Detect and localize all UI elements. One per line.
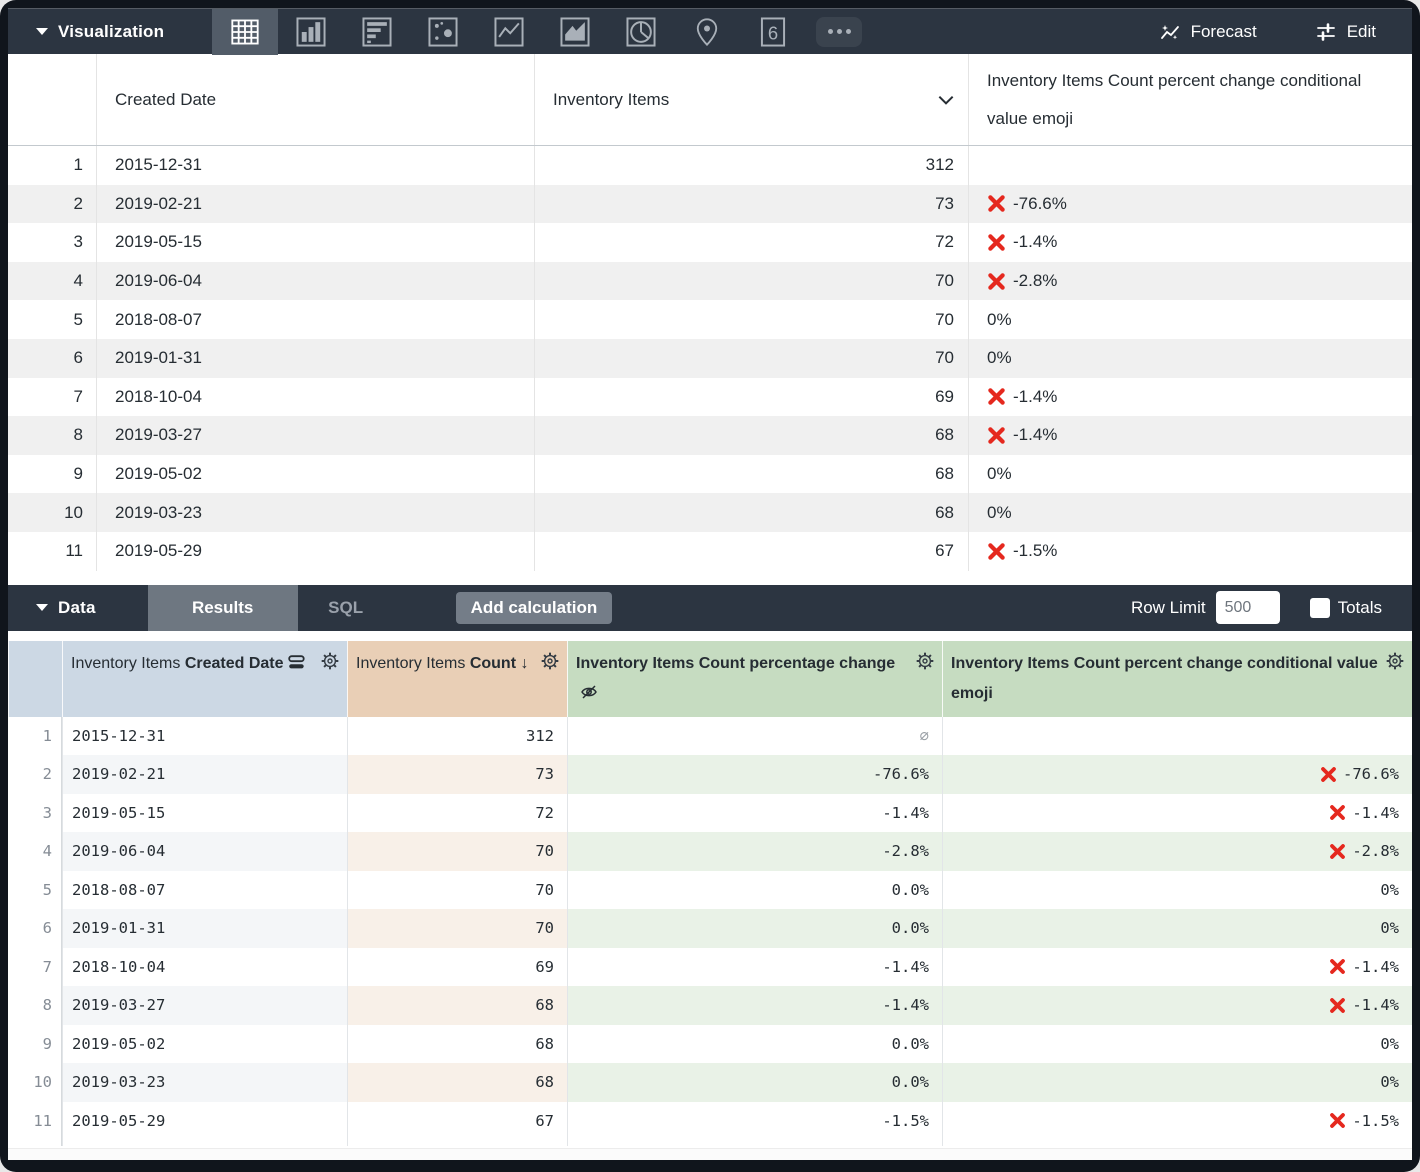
single-value-icon xyxy=(758,16,788,48)
row-number: 2 xyxy=(73,193,83,213)
emoji-cell[interactable]: 0% xyxy=(942,871,1412,910)
created-date-cell[interactable]: 2019-03-23 xyxy=(96,493,534,532)
chart-type-more[interactable] xyxy=(806,9,872,55)
red-x-icon xyxy=(987,194,1006,213)
table-row xyxy=(8,1025,1412,1064)
row-number: 6 xyxy=(8,909,62,948)
table-row xyxy=(8,416,1412,455)
row-number: 4 xyxy=(8,832,62,871)
emoji-cell[interactable]: -1.4% xyxy=(942,794,1412,833)
row-number: 8 xyxy=(8,986,62,1025)
percentage-change-cell[interactable] xyxy=(567,717,942,756)
chart-type-table[interactable] xyxy=(212,9,278,55)
row-number: 9 xyxy=(73,464,83,484)
created-date-cell[interactable]: 2019-06-04 xyxy=(62,832,347,871)
table-row xyxy=(8,909,1412,948)
table-row xyxy=(8,755,1412,794)
chart-type-scatter[interactable] xyxy=(410,9,476,55)
emoji-cell[interactable]: -1.4% xyxy=(942,986,1412,1025)
percentage-change-cell[interactable]: -1.4% xyxy=(567,794,942,833)
percentage-change-cell[interactable]: -1.4% xyxy=(567,948,942,987)
created-date-cell[interactable]: 2019-05-02 xyxy=(62,1025,347,1064)
table-row xyxy=(8,1102,1412,1141)
collapse-caret-icon xyxy=(36,604,48,611)
viz-rownum-header xyxy=(8,54,96,145)
percentage-change-cell[interactable]: -76.6% xyxy=(567,755,942,794)
map-pin-icon xyxy=(693,17,721,47)
viz-col-emoji[interactable]: Inventory Items Count percent change conditional value emoji xyxy=(968,54,1412,145)
gear-icon[interactable] xyxy=(1385,651,1405,682)
data-title: Data xyxy=(58,597,96,617)
percentage-change-cell[interactable]: -2.8% xyxy=(567,832,942,871)
inventory-items-count-cell[interactable]: 73 xyxy=(534,185,968,224)
created-date-cell[interactable]: 2015-12-31 xyxy=(96,146,534,185)
results-row-partial xyxy=(8,1140,1412,1146)
row-number: 10 xyxy=(8,1063,62,1102)
emoji-cell[interactable]: 0% xyxy=(968,455,1412,494)
tab-sql[interactable]: SQL xyxy=(328,597,364,617)
panel-gap xyxy=(8,571,1412,585)
percentage-change-cell[interactable]: 0.0% xyxy=(567,1063,942,1102)
created-date-cell[interactable]: 2019-05-29 xyxy=(62,1102,347,1141)
results-table xyxy=(8,641,1412,1147)
emoji-cell[interactable]: 0% xyxy=(942,1063,1412,1102)
emoji-cell[interactable]: -1.4% xyxy=(968,223,1412,262)
totals-label: Totals xyxy=(1337,597,1382,617)
row-number: 3 xyxy=(8,794,62,833)
emoji-cell[interactable]: -1.4% xyxy=(968,378,1412,417)
table-row xyxy=(8,948,1412,987)
table-row xyxy=(8,300,1412,339)
created-date-cell[interactable]: 2018-08-07 xyxy=(62,871,347,910)
tab-results[interactable]: Results xyxy=(148,585,298,631)
emoji-cell[interactable]: 0% xyxy=(968,493,1412,532)
red-x-icon xyxy=(1329,843,1346,860)
tune-edit-icon xyxy=(1315,21,1337,43)
percentage-change-cell[interactable]: 0.0% xyxy=(567,1025,942,1064)
eye-slash-icon xyxy=(580,684,598,700)
visualization-title: Visualization xyxy=(58,21,165,41)
emoji-cell[interactable]: -76.6% xyxy=(942,755,1412,794)
data-bar-right xyxy=(1131,591,1412,624)
percentage-change-cell[interactable]: -1.5% xyxy=(567,1102,942,1141)
red-x-icon xyxy=(987,387,1006,406)
row-number: 11 xyxy=(65,541,83,561)
inventory-items-count-cell[interactable]: 72 xyxy=(534,223,968,262)
red-x-icon xyxy=(987,233,1006,252)
panel-gap xyxy=(8,631,1412,641)
chart-type-pie[interactable] xyxy=(608,9,674,55)
line-chart-icon xyxy=(493,16,525,48)
count-cell[interactable]: 70 xyxy=(347,871,567,910)
row-number: 10 xyxy=(64,502,83,522)
inventory-items-count-cell[interactable]: 68 xyxy=(534,493,968,532)
chart-type-bar[interactable] xyxy=(344,9,410,55)
count-cell[interactable]: 68 xyxy=(347,1025,567,1064)
visualization-table xyxy=(8,54,1412,571)
emoji-cell[interactable]: 0% xyxy=(942,909,1412,948)
pie-chart-icon xyxy=(625,16,657,48)
results-col-count[interactable]: Inventory Items Count ↓ xyxy=(347,641,567,717)
chart-type-map[interactable] xyxy=(674,9,740,55)
count-cell[interactable]: 72 xyxy=(347,794,567,833)
scatter-chart-icon xyxy=(427,16,459,48)
viz-table-header xyxy=(8,54,1412,146)
forecast-sparkle-icon xyxy=(1159,21,1181,43)
inventory-items-count-cell[interactable]: 68 xyxy=(534,455,968,494)
table-row xyxy=(8,455,1412,494)
created-date-cell[interactable]: 2019-06-04 xyxy=(96,262,534,301)
emoji-cell[interactable] xyxy=(942,717,1412,756)
row-number: 7 xyxy=(8,948,62,987)
emoji-cell[interactable]: -1.5% xyxy=(968,532,1412,571)
more-options-icon xyxy=(816,17,862,47)
row-number: 2 xyxy=(8,755,62,794)
inventory-items-count-cell[interactable]: 70 xyxy=(534,262,968,301)
created-date-cell[interactable]: 2019-05-02 xyxy=(96,455,534,494)
data-bar xyxy=(8,585,1412,631)
row-number: 3 xyxy=(73,232,83,252)
created-date-cell[interactable]: 2019-02-21 xyxy=(62,755,347,794)
emoji-cell[interactable]: -2.8% xyxy=(968,262,1412,301)
explore-panel xyxy=(8,8,1412,1160)
row-number: 8 xyxy=(73,425,83,445)
chart-type-line[interactable] xyxy=(476,9,542,55)
forecast-button[interactable] xyxy=(1159,21,1257,43)
data-section-toggle[interactable] xyxy=(8,598,96,618)
null-symbol: ∅ xyxy=(919,726,929,745)
table-row xyxy=(8,146,1412,185)
table-row xyxy=(8,262,1412,301)
totals-checkbox[interactable] xyxy=(1310,598,1330,618)
emoji-cell[interactable]: -1.5% xyxy=(942,1102,1412,1141)
table-row xyxy=(8,1063,1412,1102)
red-x-icon xyxy=(1329,1112,1346,1129)
gear-icon[interactable] xyxy=(320,651,340,682)
edit-button[interactable] xyxy=(1315,21,1376,43)
red-x-icon xyxy=(1320,766,1337,783)
count-cell[interactable]: 68 xyxy=(347,986,567,1025)
area-chart-icon xyxy=(559,16,591,48)
column-chart-icon xyxy=(295,16,327,48)
red-x-icon xyxy=(987,426,1006,445)
row-number: 1 xyxy=(8,717,62,756)
emoji-cell[interactable]: -2.8% xyxy=(942,832,1412,871)
created-date-cell[interactable]: 2019-05-15 xyxy=(62,794,347,833)
results-col-created-date[interactable]: Inventory Items Created Date xyxy=(62,641,347,717)
row-number: 6 xyxy=(73,348,83,368)
table-row xyxy=(8,871,1412,910)
results-col-emoji[interactable]: Inventory Items Count percent change conditional value emoji xyxy=(942,641,1412,717)
row-limit-input[interactable] xyxy=(1216,591,1280,624)
gear-icon[interactable] xyxy=(540,651,560,682)
created-date-cell[interactable]: 2019-03-23 xyxy=(62,1063,347,1102)
created-date-cell[interactable]: 2019-03-27 xyxy=(62,986,347,1025)
table-row xyxy=(8,223,1412,262)
results-header xyxy=(8,641,1412,717)
horizontal-scrollbar[interactable] xyxy=(8,1148,1412,1160)
inventory-items-count-cell[interactable]: 67 xyxy=(534,532,968,571)
viz-table-body xyxy=(8,146,1412,571)
emoji-cell[interactable] xyxy=(968,146,1412,185)
created-date-cell[interactable]: 2019-02-21 xyxy=(96,185,534,224)
chart-type-column[interactable] xyxy=(278,9,344,55)
table-chart-icon xyxy=(230,18,260,46)
chart-type-switcher xyxy=(212,9,872,54)
count-cell[interactable]: 312 xyxy=(347,717,567,756)
percentage-change-cell[interactable]: 0.0% xyxy=(567,909,942,948)
created-date-cell[interactable]: 2019-03-27 xyxy=(96,416,534,455)
created-date-cell[interactable]: 2015-12-31 xyxy=(62,717,347,756)
dimension-fill-icon xyxy=(288,655,305,670)
inventory-items-count-cell[interactable]: 68 xyxy=(534,416,968,455)
red-x-icon xyxy=(1329,958,1346,975)
row-limit-label: Row Limit xyxy=(1130,597,1206,617)
visualization-bar xyxy=(8,8,1412,54)
viz-col-created-date[interactable]: Created Date xyxy=(96,54,534,145)
emoji-cell[interactable]: 0% xyxy=(968,339,1412,378)
emoji-cell[interactable]: 0% xyxy=(968,300,1412,339)
table-row xyxy=(8,185,1412,224)
count-cell[interactable]: 70 xyxy=(347,909,567,948)
table-row xyxy=(8,717,1412,756)
created-date-cell[interactable]: 2018-10-04 xyxy=(96,378,534,417)
red-x-icon xyxy=(987,272,1006,291)
viz-col-inventory-items[interactable]: Inventory Items xyxy=(534,54,968,145)
created-date-cell[interactable]: 2018-10-04 xyxy=(62,948,347,987)
emoji-cell[interactable]: -1.4% xyxy=(968,416,1412,455)
table-row xyxy=(8,532,1412,571)
created-date-cell[interactable]: 2019-05-29 xyxy=(96,532,534,571)
red-x-icon xyxy=(987,542,1006,561)
inventory-items-count-cell[interactable]: 312 xyxy=(534,146,968,185)
table-row xyxy=(8,378,1412,417)
emoji-cell[interactable]: -76.6% xyxy=(968,185,1412,224)
add-calculation-button[interactable]: Add calculation xyxy=(456,592,613,624)
table-row xyxy=(8,493,1412,532)
row-number: 11 xyxy=(8,1102,62,1141)
results-col-percentage-change[interactable]: Inventory Items Count percentage change xyxy=(567,641,942,717)
table-row xyxy=(8,794,1412,833)
bar-chart-icon xyxy=(361,16,393,48)
collapse-caret-icon xyxy=(36,28,48,35)
emoji-cell[interactable]: 0% xyxy=(942,1025,1412,1064)
count-cell[interactable]: 73 xyxy=(347,755,567,794)
count-cell[interactable]: 67 xyxy=(347,1102,567,1141)
created-date-cell[interactable]: 2019-01-31 xyxy=(62,909,347,948)
results-rownum-header xyxy=(8,641,62,717)
table-row xyxy=(8,832,1412,871)
percentage-change-cell[interactable]: -1.4% xyxy=(567,986,942,1025)
forecast-label: Forecast xyxy=(1190,21,1257,41)
row-number: 4 xyxy=(73,271,83,291)
chevron-down-icon[interactable] xyxy=(938,95,954,105)
table-row xyxy=(8,339,1412,378)
gear-icon[interactable] xyxy=(915,651,935,682)
row-number: 7 xyxy=(73,386,83,406)
row-number: 5 xyxy=(73,309,83,329)
edit-label: Edit xyxy=(1346,21,1376,41)
created-date-cell[interactable]: 2018-08-07 xyxy=(96,300,534,339)
inventory-items-count-cell[interactable]: 70 xyxy=(534,300,968,339)
emoji-cell[interactable]: -1.4% xyxy=(942,948,1412,987)
count-cell[interactable]: 70 xyxy=(347,832,567,871)
count-cell[interactable]: 69 xyxy=(347,948,567,987)
visualization-section-toggle[interactable] xyxy=(8,22,164,42)
chart-type-area[interactable] xyxy=(542,9,608,55)
svg-text:6: 6 xyxy=(768,21,779,43)
count-cell[interactable]: 68 xyxy=(347,1063,567,1102)
red-x-icon xyxy=(1329,804,1346,821)
row-number: 1 xyxy=(73,155,83,175)
red-x-icon xyxy=(1329,997,1346,1014)
viz-bar-actions xyxy=(1159,21,1412,43)
results-table-body xyxy=(8,717,1412,1141)
row-number: 9 xyxy=(8,1025,62,1064)
percentage-change-cell[interactable]: 0.0% xyxy=(567,871,942,910)
inventory-items-count-cell[interactable]: 70 xyxy=(534,339,968,378)
inventory-items-count-cell[interactable]: 69 xyxy=(534,378,968,417)
created-date-cell[interactable]: 2019-05-15 xyxy=(96,223,534,262)
created-date-cell[interactable]: 2019-01-31 xyxy=(96,339,534,378)
chart-type-single-value[interactable] xyxy=(740,9,806,55)
table-row xyxy=(8,986,1412,1025)
row-number: 5 xyxy=(8,871,62,910)
